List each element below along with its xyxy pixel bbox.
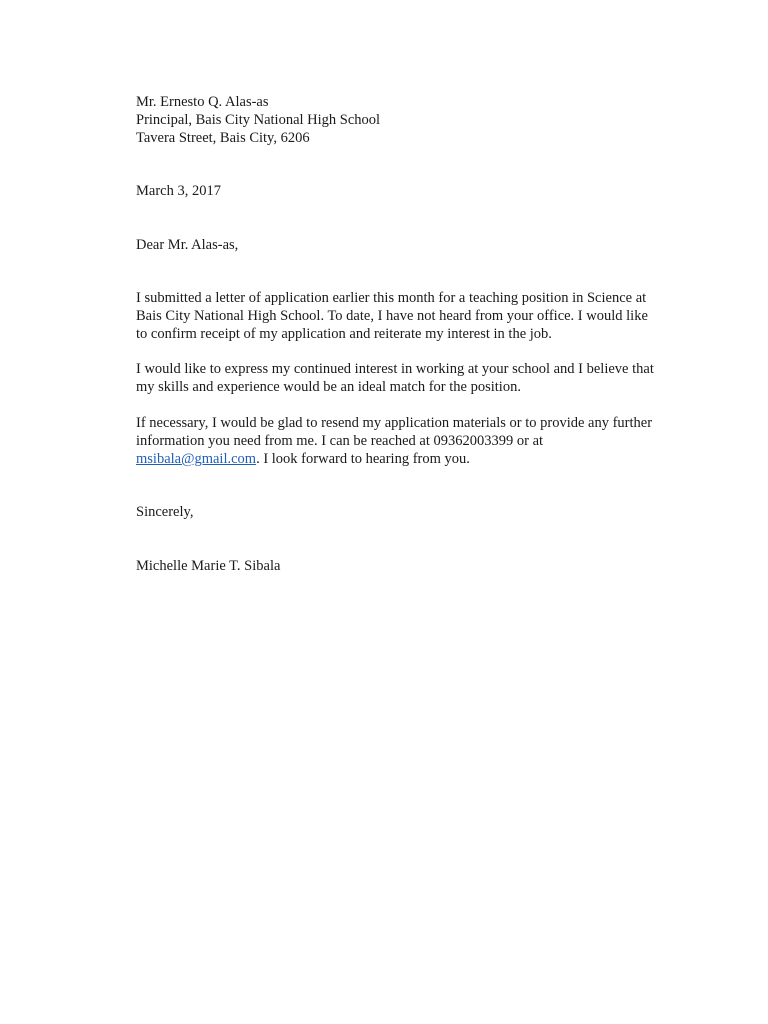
paragraph-3-line-3	[136, 450, 470, 468]
email-link[interactable]: msibala@gmail.com	[136, 451, 257, 467]
paragraph-1-line-3: to confirm receipt of my application and reiterate my interest in the job.	[136, 326, 552, 342]
paragraph-2-line-1: I would like to express my continued interest in working at your school and I believe that	[136, 361, 654, 377]
paragraph-1-line-2: Bais City National High School. To date, I have not heard from your office. I would like	[136, 308, 648, 324]
recipient-title: Principal, Bais City National High School	[136, 112, 381, 128]
paragraph-3-line-3-text: . I look forward to hearing from you.	[256, 451, 470, 467]
closing: Sincerely,	[136, 504, 194, 520]
recipient-address: Tavera Street, Bais City, 6206	[136, 130, 310, 146]
salutation: Dear Mr. Alas-as,	[136, 237, 239, 253]
paragraph-2-line-2: my skills and experience would be an ideal match for the position.	[136, 379, 521, 395]
paragraph-1-line-1: I submitted a letter of application earlier this month for a teaching position in Science at	[136, 290, 647, 306]
recipient-name: Mr. Ernesto Q. Alas-as	[136, 94, 269, 110]
paragraph-3-line-1: If necessary, I would be glad to resend my application materials or to provide any further	[136, 415, 653, 431]
paragraph-3-line-2: information you need from me. I can be reached at 09362003399 or at	[136, 433, 544, 449]
signature-name: Michelle Marie T. Sibala	[136, 558, 281, 574]
letter-date: March 3, 2017	[136, 183, 221, 199]
